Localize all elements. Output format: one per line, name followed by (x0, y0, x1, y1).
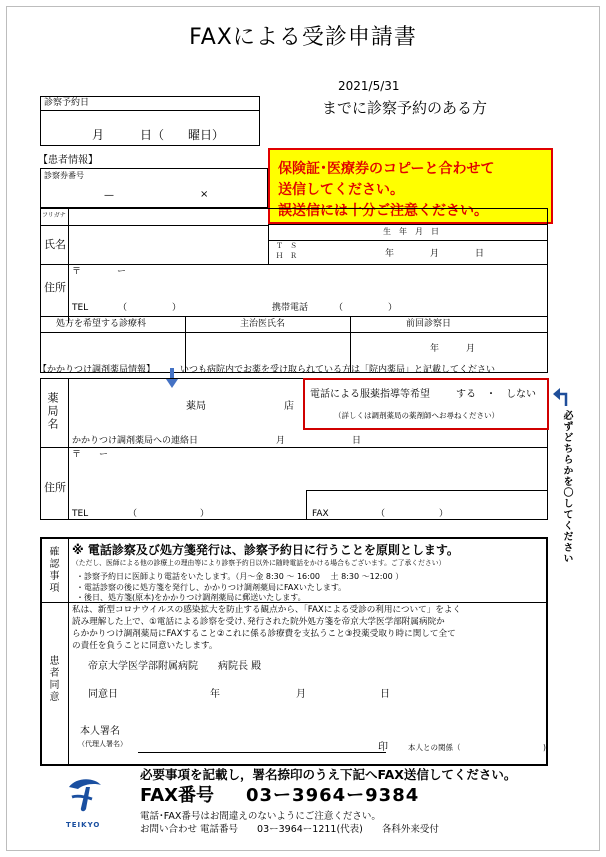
consent-para-4: の責任を負うことに同意いたします。 (72, 641, 218, 651)
era-hr: Ｈ Ｒ (276, 252, 297, 260)
pharmacy-contact-month: 月 (276, 436, 286, 446)
card-number-x: × (200, 189, 209, 200)
proxy-signature-label: （代理人署名） (78, 740, 127, 748)
consent-date-day[interactable]: 日 (380, 689, 390, 700)
teikyo-logo-icon (64, 775, 106, 821)
appointment-date-field[interactable]: 月 日（ 曜日） (92, 128, 225, 142)
pharmacy-tel-label: TEL (72, 509, 89, 519)
warning-line-1: 保険証･医療券のコピーと合わせて (278, 161, 495, 177)
postal-code-field[interactable]: 〒 ー (72, 267, 127, 277)
era-ts: Ｔ Ｓ (276, 242, 297, 250)
card-number-label: 診察券番号 (44, 171, 84, 180)
name-label: 氏名 (44, 238, 66, 251)
consent-para-2: 読み理解した上で、①電話による診察を受け､発行された院外処方箋を帝京大学医学部附属病院か (72, 617, 445, 627)
relation-label: 本人との関係（ (408, 743, 461, 752)
confirm-bullet-2: ・電話診察の後に処方箋を発行し、かかりつけ調剤薬局にFAXいたします。 (76, 583, 347, 592)
phone-guidance-box (303, 378, 549, 430)
consent-date-month[interactable]: 月 (296, 689, 306, 700)
footer-caution: 電話･FAX番号はお間違えのないようにご注意ください。 (140, 811, 381, 822)
phone-guidance-choice[interactable]: する ・ しない (456, 389, 536, 400)
pharmacy-name-label: 薬局名 (46, 392, 59, 431)
consent-hospital: 帝京大学医学部附属病院 病院長 殿 (88, 661, 262, 672)
card-number-dash: — (104, 190, 114, 201)
address-label: 住所 (44, 281, 66, 294)
consent-para-1: 私は、新型コロナウイルスの感染拡大を防止する観点から、「FAXによる受診の利用について」をよく (72, 605, 462, 615)
last-visit-header: 前回診察日 (406, 319, 452, 329)
signature-label: 本人署名 (80, 726, 120, 737)
pharmacy-note: いつも病院内でお薬を受け取られている方は「院内薬局」と記載してください (180, 365, 496, 375)
pharmacy-contact-day: 日 (352, 436, 362, 446)
birth-date-field[interactable]: 年 月 日 (385, 249, 485, 259)
furigana-label: フリガナ (42, 212, 66, 219)
mobile-label: 携帯電話 (272, 303, 309, 313)
pharmacy-address-label: 住所 (44, 481, 66, 494)
consent-label: 患者同意 (47, 655, 58, 703)
pharmacy-fax-label: FAX (312, 509, 329, 519)
fax-number: 03ー3964ー9384 (246, 785, 420, 806)
confirm-label: 確認事項 (47, 546, 58, 594)
footer-instruction: 必要事項を記載し，署名捺印のうえ下記へFAX送信してください。 (140, 767, 517, 782)
deadline-text: までに診察予約のある方 (322, 99, 488, 117)
pharmacy-postal-field[interactable]: 〒 ー (72, 450, 109, 460)
confirm-bullet-1: ・診察予約日に医師より電話をいたします。（月～金 8:30 ～ 16:00 土 8:30 ～12:00 ） (76, 572, 404, 581)
bent-arrow-icon (553, 386, 569, 406)
consent-date-year[interactable]: 年 (210, 689, 220, 700)
page-title: FAXによる受診申請書 (189, 25, 417, 50)
seal-mark: 印 (378, 742, 388, 753)
teikyo-logo-text: TEIKYO (66, 821, 101, 829)
warning-line-2: 送信してください。 (278, 182, 404, 198)
last-visit-field[interactable]: 年 月 (430, 344, 476, 354)
doctor-header: 主治医氏名 (240, 319, 286, 329)
warning-line-3: 誤送信には十分ご注意ください。 (278, 203, 488, 219)
consent-para-3: らかかりつけ調剤薬局にFAXすること②これに係る診療費を支払うこと③投薬受取り時に関して全て (72, 629, 456, 639)
confirm-headline: ※ 電話診察及び処方箋発行は、診察予約日に行うことを原則とします。 (72, 543, 459, 557)
mobile-field[interactable]: （ ） (334, 303, 398, 313)
consent-date-label: 同意日 (88, 689, 118, 700)
confirm-sub: （ただし、医師による他の診療上の理由等により診察予約日以外に随時電話をかける場合もございます。ご了承ください） (72, 559, 446, 567)
pharmacy-fax-field[interactable]: （ ） (376, 509, 449, 519)
footer-inquiry: お問い合わせ 電話番号 03ー3964ー1211(代表) 各科外来受付 (140, 824, 439, 835)
dept-header: 処方を希望する診療科 (56, 319, 147, 329)
pharmacy-section-heading: 【かかりつけ調剤薬局情報】 (38, 365, 156, 375)
pharmacy-contact-label: かかりつけ調剤薬局への連絡日 (72, 436, 199, 446)
tel-label: TEL (72, 303, 89, 313)
pharmacy-tel-field[interactable]: （ ） (128, 509, 210, 519)
deadline-date: 2021/5/31 (338, 79, 400, 93)
confirm-bullet-3: ・後日、処方箋(原本)をかかりつけ調剤薬局に郵送いたします。 (76, 593, 306, 602)
pharmacy-ten: 店 (284, 401, 294, 412)
fax-number-label: FAX番号 (140, 785, 215, 806)
pharmacy-yakkyoku: 薬局 (186, 401, 206, 412)
tel-field[interactable]: （ ） (118, 303, 182, 313)
appointment-label: 診察予約日 (44, 98, 90, 108)
circle-one-note: 必ずどちらかを〇してください (561, 410, 572, 564)
phone-guidance-ask: （詳しくは調剤薬局の薬剤師へお尋ねください） (334, 411, 499, 420)
patient-section-heading: 【患者情報】 (38, 155, 98, 166)
birth-date-label: 生 年 月 日 (383, 227, 439, 236)
phone-guidance-label: 電話による服薬指導等希望 (310, 389, 430, 400)
